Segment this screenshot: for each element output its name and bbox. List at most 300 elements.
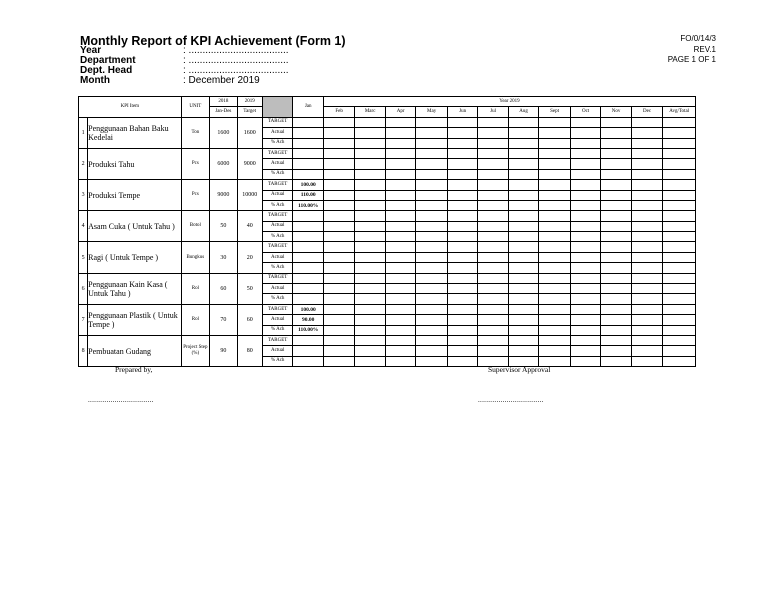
- kpi-month-cell[interactable]: [631, 284, 663, 294]
- kpi-month-cell[interactable]: [447, 346, 477, 356]
- kpi-jan-value[interactable]: [293, 117, 323, 127]
- kpi-jan-value[interactable]: [293, 346, 323, 356]
- kpi-jan-value[interactable]: [293, 169, 323, 179]
- kpi-month-cell[interactable]: [385, 169, 415, 179]
- kpi-month-cell[interactable]: [631, 148, 663, 158]
- kpi-jan-value[interactable]: 100.00: [293, 304, 323, 314]
- kpi-month-cell[interactable]: [416, 200, 448, 210]
- kpi-month-cell[interactable]: [570, 148, 600, 158]
- kpi-month-cell[interactable]: [355, 169, 385, 179]
- kpi-month-cell[interactable]: [631, 252, 663, 262]
- kpi-jan-value[interactable]: [293, 148, 323, 158]
- kpi-month-cell[interactable]: [447, 325, 477, 335]
- kpi-month-cell[interactable]: [601, 294, 631, 304]
- kpi-month-cell[interactable]: [663, 304, 696, 314]
- kpi-month-cell[interactable]: [570, 263, 600, 273]
- kpi-month-cell[interactable]: [447, 232, 477, 242]
- kpi-month-cell[interactable]: [385, 221, 415, 231]
- kpi-month-cell[interactable]: [478, 284, 508, 294]
- kpi-month-cell[interactable]: [416, 273, 448, 283]
- kpi-month-cell[interactable]: [508, 138, 538, 148]
- kpi-month-cell[interactable]: [508, 252, 538, 262]
- kpi-month-cell[interactable]: [508, 273, 538, 283]
- kpi-month-cell[interactable]: [601, 148, 631, 158]
- kpi-month-cell[interactable]: [601, 325, 631, 335]
- kpi-month-cell[interactable]: [539, 232, 571, 242]
- kpi-month-cell[interactable]: [508, 169, 538, 179]
- kpi-jan-value[interactable]: [293, 138, 323, 148]
- kpi-month-cell[interactable]: [416, 284, 448, 294]
- kpi-month-cell[interactable]: [570, 325, 600, 335]
- kpi-month-cell[interactable]: [385, 273, 415, 283]
- kpi-month-cell[interactable]: [663, 148, 696, 158]
- kpi-month-cell[interactable]: [478, 263, 508, 273]
- kpi-month-cell[interactable]: [385, 138, 415, 148]
- kpi-month-cell[interactable]: [508, 242, 538, 252]
- kpi-month-cell[interactable]: [447, 221, 477, 231]
- kpi-month-cell[interactable]: [355, 211, 385, 221]
- kpi-month-cell[interactable]: [663, 315, 696, 325]
- kpi-month-cell[interactable]: [570, 169, 600, 179]
- kpi-month-cell[interactable]: [508, 294, 538, 304]
- kpi-month-cell[interactable]: [385, 180, 415, 190]
- kpi-month-cell[interactable]: [385, 148, 415, 158]
- kpi-month-cell[interactable]: [631, 128, 663, 138]
- kpi-month-cell[interactable]: [631, 273, 663, 283]
- kpi-jan-value[interactable]: [293, 242, 323, 252]
- kpi-month-cell[interactable]: [508, 263, 538, 273]
- kpi-month-cell[interactable]: [323, 190, 355, 200]
- kpi-month-cell[interactable]: [355, 304, 385, 314]
- kpi-month-cell[interactable]: [570, 128, 600, 138]
- kpi-month-cell[interactable]: [323, 294, 355, 304]
- kpi-month-cell[interactable]: [416, 128, 448, 138]
- kpi-month-cell[interactable]: [601, 284, 631, 294]
- kpi-month-cell[interactable]: [478, 325, 508, 335]
- kpi-month-cell[interactable]: [416, 221, 448, 231]
- kpi-month-cell[interactable]: [385, 346, 415, 356]
- kpi-month-cell[interactable]: [601, 304, 631, 314]
- kpi-month-cell[interactable]: [447, 190, 477, 200]
- kpi-month-cell[interactable]: [323, 356, 355, 366]
- kpi-month-cell[interactable]: [601, 335, 631, 345]
- kpi-month-cell[interactable]: [416, 263, 448, 273]
- kpi-month-cell[interactable]: [447, 148, 477, 158]
- kpi-month-cell[interactable]: [385, 335, 415, 345]
- kpi-month-cell[interactable]: [478, 294, 508, 304]
- kpi-month-cell[interactable]: [355, 180, 385, 190]
- kpi-month-cell[interactable]: [663, 242, 696, 252]
- kpi-month-cell[interactable]: [355, 273, 385, 283]
- kpi-month-cell[interactable]: [631, 335, 663, 345]
- kpi-month-cell[interactable]: [447, 284, 477, 294]
- kpi-month-cell[interactable]: [570, 180, 600, 190]
- kpi-month-cell[interactable]: [570, 190, 600, 200]
- kpi-month-cell[interactable]: [601, 273, 631, 283]
- kpi-month-cell[interactable]: [539, 169, 571, 179]
- kpi-month-cell[interactable]: [478, 232, 508, 242]
- kpi-month-cell[interactable]: [508, 200, 538, 210]
- kpi-month-cell[interactable]: [631, 315, 663, 325]
- kpi-month-cell[interactable]: [478, 200, 508, 210]
- kpi-month-cell[interactable]: [447, 315, 477, 325]
- kpi-month-cell[interactable]: [508, 325, 538, 335]
- kpi-month-cell[interactable]: [570, 221, 600, 231]
- kpi-month-cell[interactable]: [663, 221, 696, 231]
- kpi-month-cell[interactable]: [508, 148, 538, 158]
- kpi-month-cell[interactable]: [323, 315, 355, 325]
- kpi-month-cell[interactable]: [478, 138, 508, 148]
- kpi-month-cell[interactable]: [478, 315, 508, 325]
- kpi-month-cell[interactable]: [601, 242, 631, 252]
- kpi-month-cell[interactable]: [508, 190, 538, 200]
- kpi-month-cell[interactable]: [508, 221, 538, 231]
- kpi-month-cell[interactable]: [323, 169, 355, 179]
- kpi-month-cell[interactable]: [570, 200, 600, 210]
- kpi-month-cell[interactable]: [355, 242, 385, 252]
- kpi-month-cell[interactable]: [323, 325, 355, 335]
- kpi-month-cell[interactable]: [508, 232, 538, 242]
- kpi-month-cell[interactable]: [385, 315, 415, 325]
- kpi-month-cell[interactable]: [663, 117, 696, 127]
- kpi-month-cell[interactable]: [539, 284, 571, 294]
- kpi-month-cell[interactable]: [539, 346, 571, 356]
- kpi-month-cell[interactable]: [601, 200, 631, 210]
- kpi-month-cell[interactable]: [631, 232, 663, 242]
- kpi-month-cell[interactable]: [323, 232, 355, 242]
- kpi-jan-value[interactable]: [293, 159, 323, 169]
- kpi-jan-value[interactable]: 90.00: [293, 315, 323, 325]
- kpi-month-cell[interactable]: [447, 242, 477, 252]
- kpi-month-cell[interactable]: [355, 263, 385, 273]
- kpi-month-cell[interactable]: [508, 304, 538, 314]
- kpi-month-cell[interactable]: [631, 159, 663, 169]
- kpi-month-cell[interactable]: [447, 128, 477, 138]
- kpi-month-cell[interactable]: [570, 356, 600, 366]
- kpi-month-cell[interactable]: [663, 335, 696, 345]
- kpi-month-cell[interactable]: [416, 315, 448, 325]
- kpi-month-cell[interactable]: [570, 138, 600, 148]
- kpi-jan-value[interactable]: [293, 356, 323, 366]
- kpi-month-cell[interactable]: [447, 335, 477, 345]
- kpi-month-cell[interactable]: [416, 335, 448, 345]
- kpi-month-cell[interactable]: [601, 356, 631, 366]
- kpi-month-cell[interactable]: [539, 273, 571, 283]
- kpi-month-cell[interactable]: [478, 169, 508, 179]
- kpi-month-cell[interactable]: [478, 190, 508, 200]
- kpi-month-cell[interactable]: [663, 211, 696, 221]
- kpi-month-cell[interactable]: [416, 159, 448, 169]
- kpi-month-cell[interactable]: [385, 190, 415, 200]
- kpi-month-cell[interactable]: [631, 190, 663, 200]
- kpi-month-cell[interactable]: [447, 138, 477, 148]
- kpi-month-cell[interactable]: [385, 304, 415, 314]
- kpi-month-cell[interactable]: [663, 232, 696, 242]
- kpi-month-cell[interactable]: [631, 242, 663, 252]
- kpi-jan-value[interactable]: 110.00: [293, 190, 323, 200]
- kpi-month-cell[interactable]: [601, 252, 631, 262]
- kpi-month-cell[interactable]: [508, 211, 538, 221]
- kpi-month-cell[interactable]: [570, 211, 600, 221]
- kpi-month-cell[interactable]: [570, 159, 600, 169]
- kpi-month-cell[interactable]: [385, 128, 415, 138]
- kpi-jan-value[interactable]: [293, 335, 323, 345]
- kpi-month-cell[interactable]: [355, 128, 385, 138]
- kpi-month-cell[interactable]: [447, 180, 477, 190]
- kpi-month-cell[interactable]: [478, 128, 508, 138]
- kpi-month-cell[interactable]: [416, 304, 448, 314]
- kpi-month-cell[interactable]: [663, 294, 696, 304]
- kpi-month-cell[interactable]: [508, 315, 538, 325]
- kpi-month-cell[interactable]: [539, 190, 571, 200]
- kpi-month-cell[interactable]: [478, 273, 508, 283]
- kpi-month-cell[interactable]: [663, 252, 696, 262]
- kpi-month-cell[interactable]: [355, 252, 385, 262]
- kpi-month-cell[interactable]: [631, 138, 663, 148]
- kpi-month-cell[interactable]: [355, 315, 385, 325]
- kpi-month-cell[interactable]: [663, 180, 696, 190]
- kpi-month-cell[interactable]: [355, 148, 385, 158]
- kpi-month-cell[interactable]: [539, 148, 571, 158]
- kpi-month-cell[interactable]: [631, 346, 663, 356]
- kpi-month-cell[interactable]: [478, 148, 508, 158]
- kpi-month-cell[interactable]: [323, 304, 355, 314]
- kpi-month-cell[interactable]: [447, 304, 477, 314]
- kpi-month-cell[interactable]: [355, 346, 385, 356]
- kpi-month-cell[interactable]: [508, 180, 538, 190]
- kpi-month-cell[interactable]: [539, 159, 571, 169]
- kpi-month-cell[interactable]: [631, 325, 663, 335]
- kpi-month-cell[interactable]: [385, 284, 415, 294]
- kpi-jan-value[interactable]: [293, 221, 323, 231]
- kpi-month-cell[interactable]: [323, 221, 355, 231]
- kpi-month-cell[interactable]: [323, 273, 355, 283]
- kpi-month-cell[interactable]: [601, 232, 631, 242]
- kpi-month-cell[interactable]: [385, 356, 415, 366]
- kpi-month-cell[interactable]: [663, 346, 696, 356]
- kpi-month-cell[interactable]: [323, 346, 355, 356]
- kpi-month-cell[interactable]: [323, 242, 355, 252]
- kpi-month-cell[interactable]: [323, 128, 355, 138]
- kpi-month-cell[interactable]: [478, 221, 508, 231]
- kpi-month-cell[interactable]: [355, 190, 385, 200]
- kpi-month-cell[interactable]: [447, 159, 477, 169]
- kpi-jan-value[interactable]: 110.00%: [293, 325, 323, 335]
- kpi-month-cell[interactable]: [663, 169, 696, 179]
- kpi-month-cell[interactable]: [416, 252, 448, 262]
- kpi-month-cell[interactable]: [323, 159, 355, 169]
- kpi-month-cell[interactable]: [601, 221, 631, 231]
- kpi-month-cell[interactable]: [385, 232, 415, 242]
- kpi-month-cell[interactable]: [447, 211, 477, 221]
- kpi-month-cell[interactable]: [508, 284, 538, 294]
- kpi-month-cell[interactable]: [323, 263, 355, 273]
- kpi-month-cell[interactable]: [416, 117, 448, 127]
- kpi-month-cell[interactable]: [601, 138, 631, 148]
- kpi-month-cell[interactable]: [601, 211, 631, 221]
- kpi-month-cell[interactable]: [508, 335, 538, 345]
- kpi-month-cell[interactable]: [539, 117, 571, 127]
- kpi-month-cell[interactable]: [478, 252, 508, 262]
- kpi-month-cell[interactable]: [663, 138, 696, 148]
- kpi-month-cell[interactable]: [539, 221, 571, 231]
- kpi-month-cell[interactable]: [323, 180, 355, 190]
- kpi-month-cell[interactable]: [478, 242, 508, 252]
- kpi-month-cell[interactable]: [601, 180, 631, 190]
- kpi-month-cell[interactable]: [539, 200, 571, 210]
- kpi-month-cell[interactable]: [385, 252, 415, 262]
- kpi-month-cell[interactable]: [539, 294, 571, 304]
- kpi-month-cell[interactable]: [570, 242, 600, 252]
- kpi-month-cell[interactable]: [663, 325, 696, 335]
- kpi-month-cell[interactable]: [447, 356, 477, 366]
- kpi-month-cell[interactable]: [601, 117, 631, 127]
- kpi-month-cell[interactable]: [416, 232, 448, 242]
- kpi-month-cell[interactable]: [601, 169, 631, 179]
- kpi-month-cell[interactable]: [416, 325, 448, 335]
- kpi-month-cell[interactable]: [385, 200, 415, 210]
- kpi-month-cell[interactable]: [447, 273, 477, 283]
- kpi-month-cell[interactable]: [539, 242, 571, 252]
- kpi-month-cell[interactable]: [355, 335, 385, 345]
- kpi-month-cell[interactable]: [416, 138, 448, 148]
- kpi-month-cell[interactable]: [478, 335, 508, 345]
- kpi-month-cell[interactable]: [601, 346, 631, 356]
- kpi-month-cell[interactable]: [631, 180, 663, 190]
- kpi-month-cell[interactable]: [416, 190, 448, 200]
- kpi-month-cell[interactable]: [447, 200, 477, 210]
- kpi-month-cell[interactable]: [385, 263, 415, 273]
- kpi-month-cell[interactable]: [416, 211, 448, 221]
- kpi-month-cell[interactable]: [323, 211, 355, 221]
- kpi-jan-value[interactable]: 100.00: [293, 180, 323, 190]
- kpi-month-cell[interactable]: [539, 211, 571, 221]
- kpi-month-cell[interactable]: [539, 263, 571, 273]
- kpi-month-cell[interactable]: [570, 117, 600, 127]
- kpi-month-cell[interactable]: [663, 159, 696, 169]
- kpi-month-cell[interactable]: [323, 148, 355, 158]
- kpi-month-cell[interactable]: [601, 190, 631, 200]
- kpi-month-cell[interactable]: [447, 263, 477, 273]
- kpi-month-cell[interactable]: [416, 169, 448, 179]
- kpi-month-cell[interactable]: [570, 252, 600, 262]
- kpi-month-cell[interactable]: [355, 294, 385, 304]
- kpi-month-cell[interactable]: [447, 169, 477, 179]
- kpi-jan-value[interactable]: [293, 128, 323, 138]
- kpi-month-cell[interactable]: [478, 159, 508, 169]
- kpi-month-cell[interactable]: [601, 128, 631, 138]
- kpi-month-cell[interactable]: [663, 128, 696, 138]
- kpi-month-cell[interactable]: [570, 346, 600, 356]
- kpi-month-cell[interactable]: [631, 263, 663, 273]
- kpi-month-cell[interactable]: [631, 294, 663, 304]
- kpi-month-cell[interactable]: [385, 242, 415, 252]
- kpi-month-cell[interactable]: [508, 128, 538, 138]
- kpi-month-cell[interactable]: [631, 356, 663, 366]
- kpi-jan-value[interactable]: [293, 294, 323, 304]
- kpi-month-cell[interactable]: [570, 335, 600, 345]
- kpi-month-cell[interactable]: [323, 252, 355, 262]
- kpi-jan-value[interactable]: [293, 232, 323, 242]
- kpi-month-cell[interactable]: [323, 117, 355, 127]
- kpi-month-cell[interactable]: [570, 232, 600, 242]
- kpi-month-cell[interactable]: [355, 117, 385, 127]
- kpi-month-cell[interactable]: [416, 294, 448, 304]
- kpi-month-cell[interactable]: [416, 242, 448, 252]
- kpi-month-cell[interactable]: [416, 180, 448, 190]
- kpi-month-cell[interactable]: [663, 190, 696, 200]
- kpi-month-cell[interactable]: [323, 200, 355, 210]
- kpi-month-cell[interactable]: [570, 294, 600, 304]
- kpi-month-cell[interactable]: [355, 221, 385, 231]
- kpi-month-cell[interactable]: [385, 294, 415, 304]
- kpi-month-cell[interactable]: [539, 315, 571, 325]
- kpi-month-cell[interactable]: [601, 159, 631, 169]
- kpi-month-cell[interactable]: [539, 325, 571, 335]
- kpi-month-cell[interactable]: [663, 263, 696, 273]
- kpi-month-cell[interactable]: [355, 325, 385, 335]
- kpi-month-cell[interactable]: [663, 200, 696, 210]
- kpi-jan-value[interactable]: 110.00%: [293, 200, 323, 210]
- kpi-month-cell[interactable]: [539, 128, 571, 138]
- kpi-month-cell[interactable]: [478, 211, 508, 221]
- kpi-month-cell[interactable]: [355, 356, 385, 366]
- kpi-month-cell[interactable]: [631, 200, 663, 210]
- kpi-month-cell[interactable]: [570, 273, 600, 283]
- kpi-month-cell[interactable]: [631, 211, 663, 221]
- kpi-jan-value[interactable]: [293, 273, 323, 283]
- kpi-jan-value[interactable]: [293, 263, 323, 273]
- kpi-month-cell[interactable]: [631, 117, 663, 127]
- kpi-month-cell[interactable]: [663, 273, 696, 283]
- kpi-month-cell[interactable]: [508, 346, 538, 356]
- kpi-month-cell[interactable]: [570, 315, 600, 325]
- kpi-month-cell[interactable]: [478, 117, 508, 127]
- kpi-month-cell[interactable]: [355, 200, 385, 210]
- kpi-month-cell[interactable]: [631, 221, 663, 231]
- kpi-month-cell[interactable]: [385, 211, 415, 221]
- kpi-month-cell[interactable]: [355, 138, 385, 148]
- kpi-month-cell[interactable]: [447, 117, 477, 127]
- kpi-month-cell[interactable]: [478, 304, 508, 314]
- kpi-month-cell[interactable]: [416, 346, 448, 356]
- kpi-month-cell[interactable]: [570, 284, 600, 294]
- kpi-month-cell[interactable]: [416, 148, 448, 158]
- kpi-month-cell[interactable]: [447, 252, 477, 262]
- kpi-month-cell[interactable]: [631, 169, 663, 179]
- kpi-month-cell[interactable]: [323, 335, 355, 345]
- kpi-month-cell[interactable]: [508, 159, 538, 169]
- kpi-month-cell[interactable]: [601, 263, 631, 273]
- kpi-month-cell[interactable]: [447, 294, 477, 304]
- kpi-month-cell[interactable]: [416, 356, 448, 366]
- kpi-month-cell[interactable]: [323, 138, 355, 148]
- kpi-month-cell[interactable]: [355, 232, 385, 242]
- kpi-month-cell[interactable]: [539, 138, 571, 148]
- kpi-month-cell[interactable]: [478, 346, 508, 356]
- kpi-month-cell[interactable]: [385, 159, 415, 169]
- kpi-month-cell[interactable]: [539, 252, 571, 262]
- kpi-month-cell[interactable]: [539, 304, 571, 314]
- kpi-month-cell[interactable]: [539, 180, 571, 190]
- kpi-month-cell[interactable]: [478, 180, 508, 190]
- kpi-month-cell[interactable]: [323, 284, 355, 294]
- kpi-month-cell[interactable]: [385, 325, 415, 335]
- kpi-month-cell[interactable]: [355, 284, 385, 294]
- kpi-month-cell[interactable]: [508, 117, 538, 127]
- kpi-month-cell[interactable]: [539, 335, 571, 345]
- kpi-month-cell[interactable]: [601, 315, 631, 325]
